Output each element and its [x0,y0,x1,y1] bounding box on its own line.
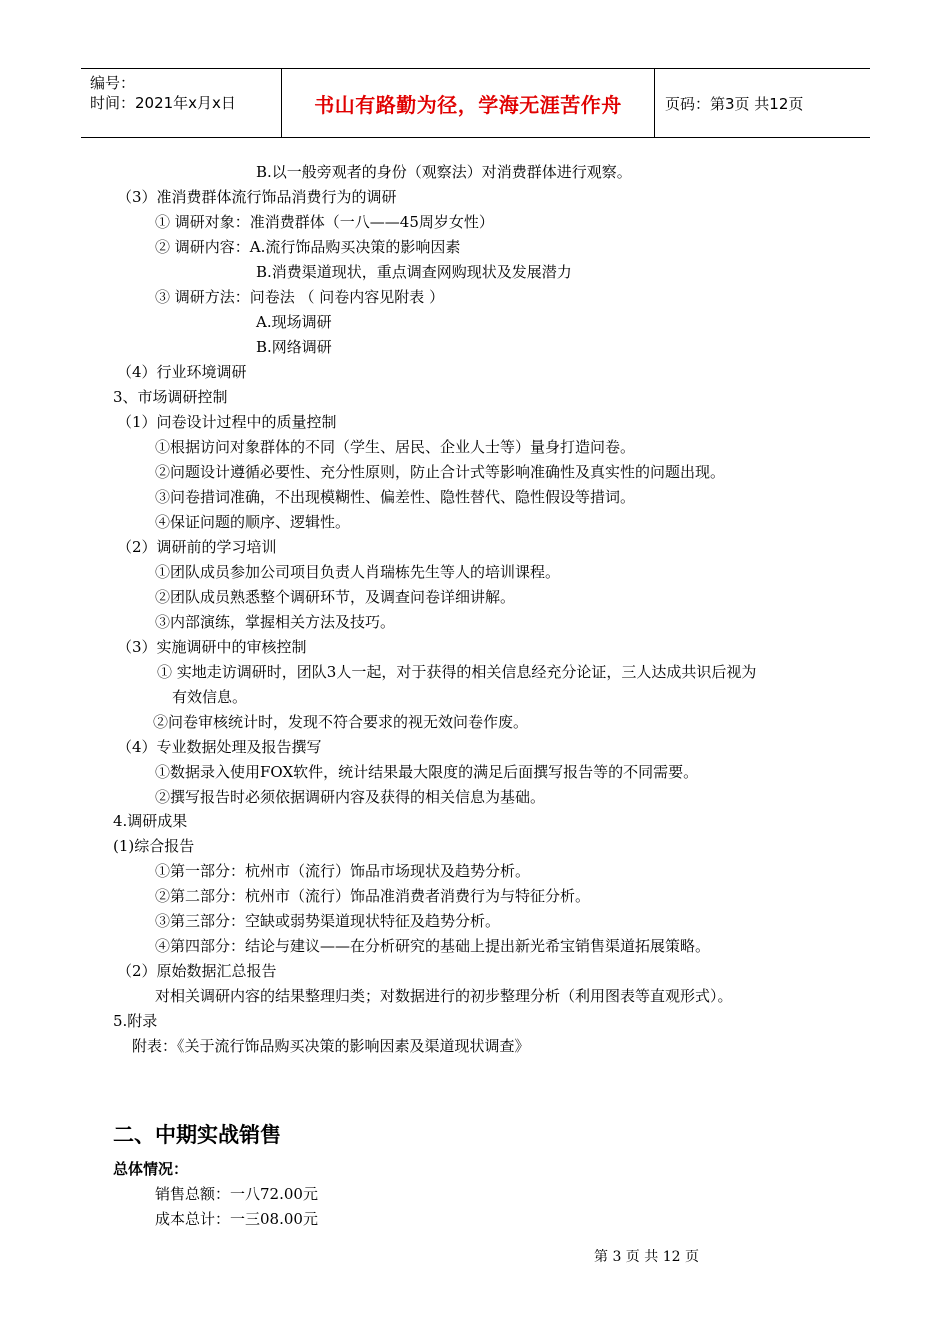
body-line: ③第三部分：空缺或弱势渠道现状特征及趋势分析。 [155,912,501,930]
body-line: （3）实施调研中的审核控制 [117,638,307,656]
body-line: ① 实地走访调研时，团队3人一起，对于获得的相关信息经充分论证，三人达成共识后视为 [157,663,757,681]
page-footer: 第 3 页 共 12 页 [594,1249,699,1265]
body-line: ①数据录入使用FOX软件，统计结果最大限度的满足后面撰写报告等的不同需要。 [155,763,699,781]
body-line: ①团队成员参加公司项目负责人肖瑞栋先生等人的培训课程。 [155,563,561,581]
body-line: 附表：《关于流行饰品购买决策的影响因素及渠道现状调查》 [132,1037,530,1055]
body-line: ①根据访问对象群体的不同（学生、居民、企业人士等）量身打造问卷。 [155,438,636,456]
header-motto: 书山有路勤为径，学海无涯苦作舟 [281,69,655,137]
body-line: ②问卷审核统计时，发现不符合要求的视无效问卷作废。 [153,713,529,731]
body-line: （1）问卷设计过程中的质量控制 [117,413,337,431]
body-line: 3、市场调研控制 [113,388,228,406]
document-number: 编号： [90,74,136,92]
document-date: 时间：2021年x月x日 [90,94,236,112]
section-title: 二、中期实战销售 [113,1123,281,1147]
body-line: ②撰写报告时必须依据调研内容及获得的相关信息为基础。 [155,788,546,806]
body-line: ②团队成员熟悉整个调研环节，及调查问卷详细讲解。 [155,588,516,606]
summary-label: 总体情况： [113,1160,189,1178]
body-line: 5.附录 [113,1012,158,1030]
body-line: （3）准消费群体流行饰品消费行为的调研 [117,188,397,206]
body-line: (1)综合报告 [113,837,195,855]
body-line: ④保证问题的顺序、逻辑性。 [155,513,351,531]
body-line: ④第四部分：结论与建议——在分析研究的基础上提出新光希宝销售渠道拓展策略。 [155,937,711,955]
sales-total: 销售总额：一八72.00元 [155,1185,318,1203]
body-line: 有效信息。 [172,688,248,706]
body-line: （4）行业环境调研 [117,363,247,381]
body-line: ③ 调研方法：问卷法 （ 问卷内容见附表 ） [155,288,445,306]
body-line: （4）专业数据处理及报告撰写 [117,738,322,756]
body-line: ② 调研内容：A.流行饰品购买决策的影响因素 [155,238,461,256]
header-meta [81,69,281,137]
body-line: （2）原始数据汇总报告 [117,962,277,980]
page-header [81,68,870,138]
body-line: ②第二部分：杭州市（流行）饰品准消费者消费行为与特征分析。 [155,887,591,905]
body-line: ③内部演练，掌握相关方法及技巧。 [155,613,396,631]
body-line: A.现场调研 [256,313,332,331]
header-page-number: 页码：第3页 共12页 [665,94,804,113]
cost-total: 成本总计：一三08.00元 [155,1210,318,1228]
body-line: B.以一般旁观者的身份（观察法）对消费群体进行观察。 [256,163,632,181]
body-line: ③问卷措词准确，不出现模糊性、偏差性、隐性替代、隐性假设等措词。 [155,488,636,506]
body-line: ①第一部分：杭州市（流行）饰品市场现状及趋势分析。 [155,862,531,880]
body-line: ②问题设计遵循必要性、充分性原则，防止合计式等影响准确性及真实性的问题出现。 [155,463,726,481]
body-line: ① 调研对象：准消费群体（一八——45周岁女性） [155,213,494,231]
body-line: 对相关调研内容的结果整理归类；对数据进行的初步整理分析（利用图表等直观形式）。 [155,987,733,1005]
body-line: 4.调研成果 [113,812,188,830]
body-line: B.网络调研 [256,338,332,356]
body-line: （2）调研前的学习培训 [117,538,277,556]
body-line: B.消费渠道现状，重点调查网购现状及发展潜力 [256,263,572,281]
